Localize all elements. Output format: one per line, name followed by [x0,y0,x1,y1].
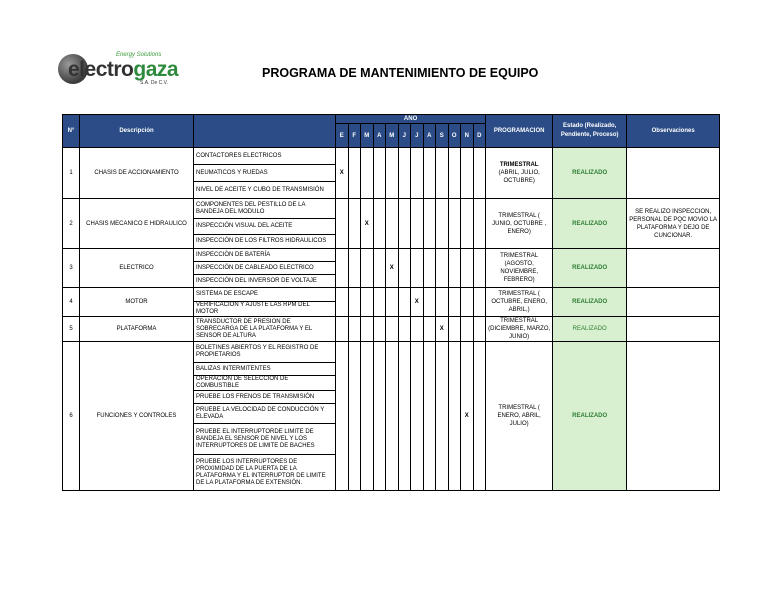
month-cell [373,199,386,249]
month-cell [448,317,461,342]
logo-word-a: electro [68,58,134,81]
header-num: N° [63,115,80,148]
header-month: M [386,124,399,148]
month-cell [436,199,449,249]
header-descripcion: Descripción [80,115,194,148]
month-cell [423,317,436,342]
header-anio: AÑO [336,115,486,124]
maintenance-table [62,114,720,491]
month-cell [386,288,399,317]
month-cell [461,249,474,288]
equipment-name: FUNCIONES Y CONTROLES [80,342,194,491]
month-cell [473,249,486,288]
task-item: INSPECCIÓN DE BATERÍA [194,249,336,262]
month-cell [423,199,436,249]
row-number: 5 [63,317,80,342]
programacion-months: TRIMESTRAL (DICIEMBRE, MARZO, JUNIO) [488,318,551,340]
task-item: PRUEBE LOS INTERRUPTORES DE PROXIMIDAD DE LA PUERTA DE LA PLATAFORMA Y EL INTERRUPTOR DE LIMITE DE LA PLATAFORMA DE EXTENSIÓN. [194,455,336,491]
row-number: 4 [63,288,80,317]
equipment-name: ELECTRICO [80,249,194,288]
month-cell [436,249,449,288]
month-cell [373,249,386,288]
month-cell [411,317,424,342]
status-cell: REALIZADO [553,288,627,317]
month-cell [448,249,461,288]
month-cell [411,199,424,249]
equipment-name: PLATAFORMA [80,317,194,342]
task-item: PRUEBE LOS FRENOS DE TRANSMISIÓN [194,391,336,404]
month-mark: X [461,342,474,491]
month-cell [336,288,349,317]
header-month: J [398,124,411,148]
month-cell [473,148,486,199]
status-cell: REALIZADO [553,317,627,342]
month-cell [348,342,361,491]
month-cell [373,148,386,199]
equipment-name: CHASIS MECANICO E HIDRAULICO [80,199,194,249]
month-cell [411,249,424,288]
month-cell [386,148,399,199]
month-cell [386,199,399,249]
month-cell [361,317,374,342]
month-cell [473,342,486,491]
header-programacion: PROGRAMACION [486,115,553,148]
month-cell [423,249,436,288]
task-item: VERIFICACIÓN Y AJUSTE LAS RPM DEL MOTOR [194,302,336,317]
header-month: A [373,124,386,148]
task-item: PRUEBE LA VELOCIDAD DE CONDUCCIÓN Y ELEVADA [194,404,336,424]
month-cell [398,249,411,288]
logo-word-b: gaza [133,58,179,81]
table-row [63,317,720,342]
month-cell [348,288,361,317]
month-cell [398,288,411,317]
logo-tagline: Energy Solutions [116,52,162,58]
month-cell [411,342,424,491]
status-cell: REALIZADO [553,342,627,491]
equipment-name: MOTOR [80,288,194,317]
task-item: BOLETINES ABIERTOS Y EL REGISTRO DE PROPIETARIOS [194,342,336,363]
row-number: 1 [63,148,80,199]
observaciones-cell [627,288,720,317]
month-cell [361,342,374,491]
task-item: INSPECCIÓN VISUAL DEL ACEITE [194,219,336,235]
month-cell [461,199,474,249]
programacion-cell [486,342,553,491]
header-estado: Estado (Realizado, Pendiente, Proceso) [553,115,627,148]
month-cell [448,288,461,317]
month-cell [461,317,474,342]
programacion-cell [486,317,553,342]
month-cell [423,342,436,491]
month-cell [461,148,474,199]
observaciones-cell [627,148,720,199]
header-month: A [423,124,436,148]
month-cell [448,199,461,249]
month-cell [448,342,461,491]
month-cell [436,148,449,199]
month-cell [398,148,411,199]
month-cell [423,288,436,317]
month-cell [336,199,349,249]
month-cell [373,288,386,317]
month-mark: X [336,148,349,199]
task-item: NEUMATICOS Y RUEDAS [194,165,336,182]
month-cell [348,317,361,342]
month-cell [361,288,374,317]
month-cell [473,199,486,249]
month-cell [386,342,399,491]
header-month: F [348,124,361,148]
header-observaciones: Observaciones [627,115,720,148]
month-cell [473,317,486,342]
task-item: PRUEBE EL INTERRUPTORDE LIMITE DE BANDEJA EL SENSOR DE NIVEL Y LOS INTERRUPTORES DE LIMITE DE BACHES [194,424,336,455]
logo-legal: S.A. De C.V. [140,80,168,86]
programacion-months: TRIMESTRAL ( JUNIO, OCTUBRE , ENERO) [492,212,547,235]
observaciones-cell: SE REALIZO INSPECCION, PERSONAL DE PQC MOVIO LA PLATAFORMA Y DEJO DE CUNCIONAR. [627,199,720,249]
programacion-cell [486,148,553,199]
status-cell: REALIZADO [553,199,627,249]
month-cell [398,317,411,342]
task-item: SISTEMA DE ESCAPE [194,288,336,302]
month-cell [461,288,474,317]
observaciones-cell [627,317,720,342]
programacion-months: TRIMESTRAL ( ENERO, ABRIL, JULIO) [497,405,541,427]
company-logo [58,52,179,90]
month-cell [473,288,486,317]
header-desc-spacer [194,115,336,148]
row-number: 2 [63,199,80,249]
header-month: M [361,124,374,148]
header-month: N [461,124,474,148]
programacion-cell [486,199,553,249]
month-cell [373,317,386,342]
month-mark: X [361,199,374,249]
row-number: 6 [63,342,80,491]
status-cell: REALIZADO [553,148,627,199]
month-cell [361,148,374,199]
row-number: 3 [63,249,80,288]
month-cell [386,317,399,342]
month-cell [436,288,449,317]
logo-wordmark [68,58,178,82]
task-item: INSPECCIÓN DE LOS FILTROS HIDRAULICOS [194,235,336,249]
month-cell [361,249,374,288]
observaciones-cell [627,342,720,491]
programacion-months: TRIMESTRAL ( OCTUBRE, ENERO, ABRIL,) [491,291,547,313]
month-cell [398,342,411,491]
task-item: BALIZAS INTERMITENTES [194,363,336,376]
task-item: CONTACTORES ELECTRICOS [194,148,336,165]
month-cell [411,148,424,199]
table-row [63,342,720,363]
month-cell [348,199,361,249]
page-title: PROGRAMA DE MANTENIMIENTO DE EQUIPO [262,66,539,80]
month-cell [348,249,361,288]
month-cell [436,342,449,491]
header-month: S [436,124,449,148]
table-row [63,199,720,219]
task-item: INSPECCIÓN DE CABLEADO ELECTRICO [194,262,336,275]
task-item: NIVEL DE ACEITE Y CUBO DE TRANSMISIÓN [194,182,336,199]
month-cell [373,342,386,491]
table-row [63,249,720,262]
month-cell [423,148,436,199]
month-cell [398,199,411,249]
task-item: INSPECCIÓN DEL INVERSOR DE VOLTAJE [194,275,336,288]
observaciones-cell [627,249,720,288]
programacion-months: (ABRIL, JULIO, OCTUBRE) [498,170,540,184]
header-month: O [448,124,461,148]
month-cell [336,317,349,342]
status-cell: REALIZADO [553,249,627,288]
task-item: TRANSDUCTOR DE PRESION DE SOBRECARGA DE LA PLATAFORMA Y EL SENSOR DE ALTURA [194,317,336,342]
month-mark: X [436,317,449,342]
programacion-cell [486,288,553,317]
header-month: D [473,124,486,148]
month-cell [336,342,349,491]
month-mark: X [411,288,424,317]
header-month: J [411,124,424,148]
task-item: OPERACIÓN DE SELECCIÓN DE COMBUSTIBLE [194,376,336,391]
table-row [63,288,720,302]
equipment-name: CHASIS DE ACCIONAMIENTO [80,148,194,199]
header-month: E [336,124,349,148]
table-row [63,148,720,165]
month-cell [448,148,461,199]
month-cell [348,148,361,199]
task-item: COMPONENTES DEL PESTILLO DE LA BANDEJA DEL MODULO [194,199,336,219]
programacion-cell [486,249,553,288]
programacion-months: TRIMESTRAL (AGOSTO, NOVIEMBRE, FEBRERO) [500,253,539,283]
month-mark: X [386,249,399,288]
month-cell [336,249,349,288]
programacion-frequency: TRIMESTRAL [499,162,539,168]
